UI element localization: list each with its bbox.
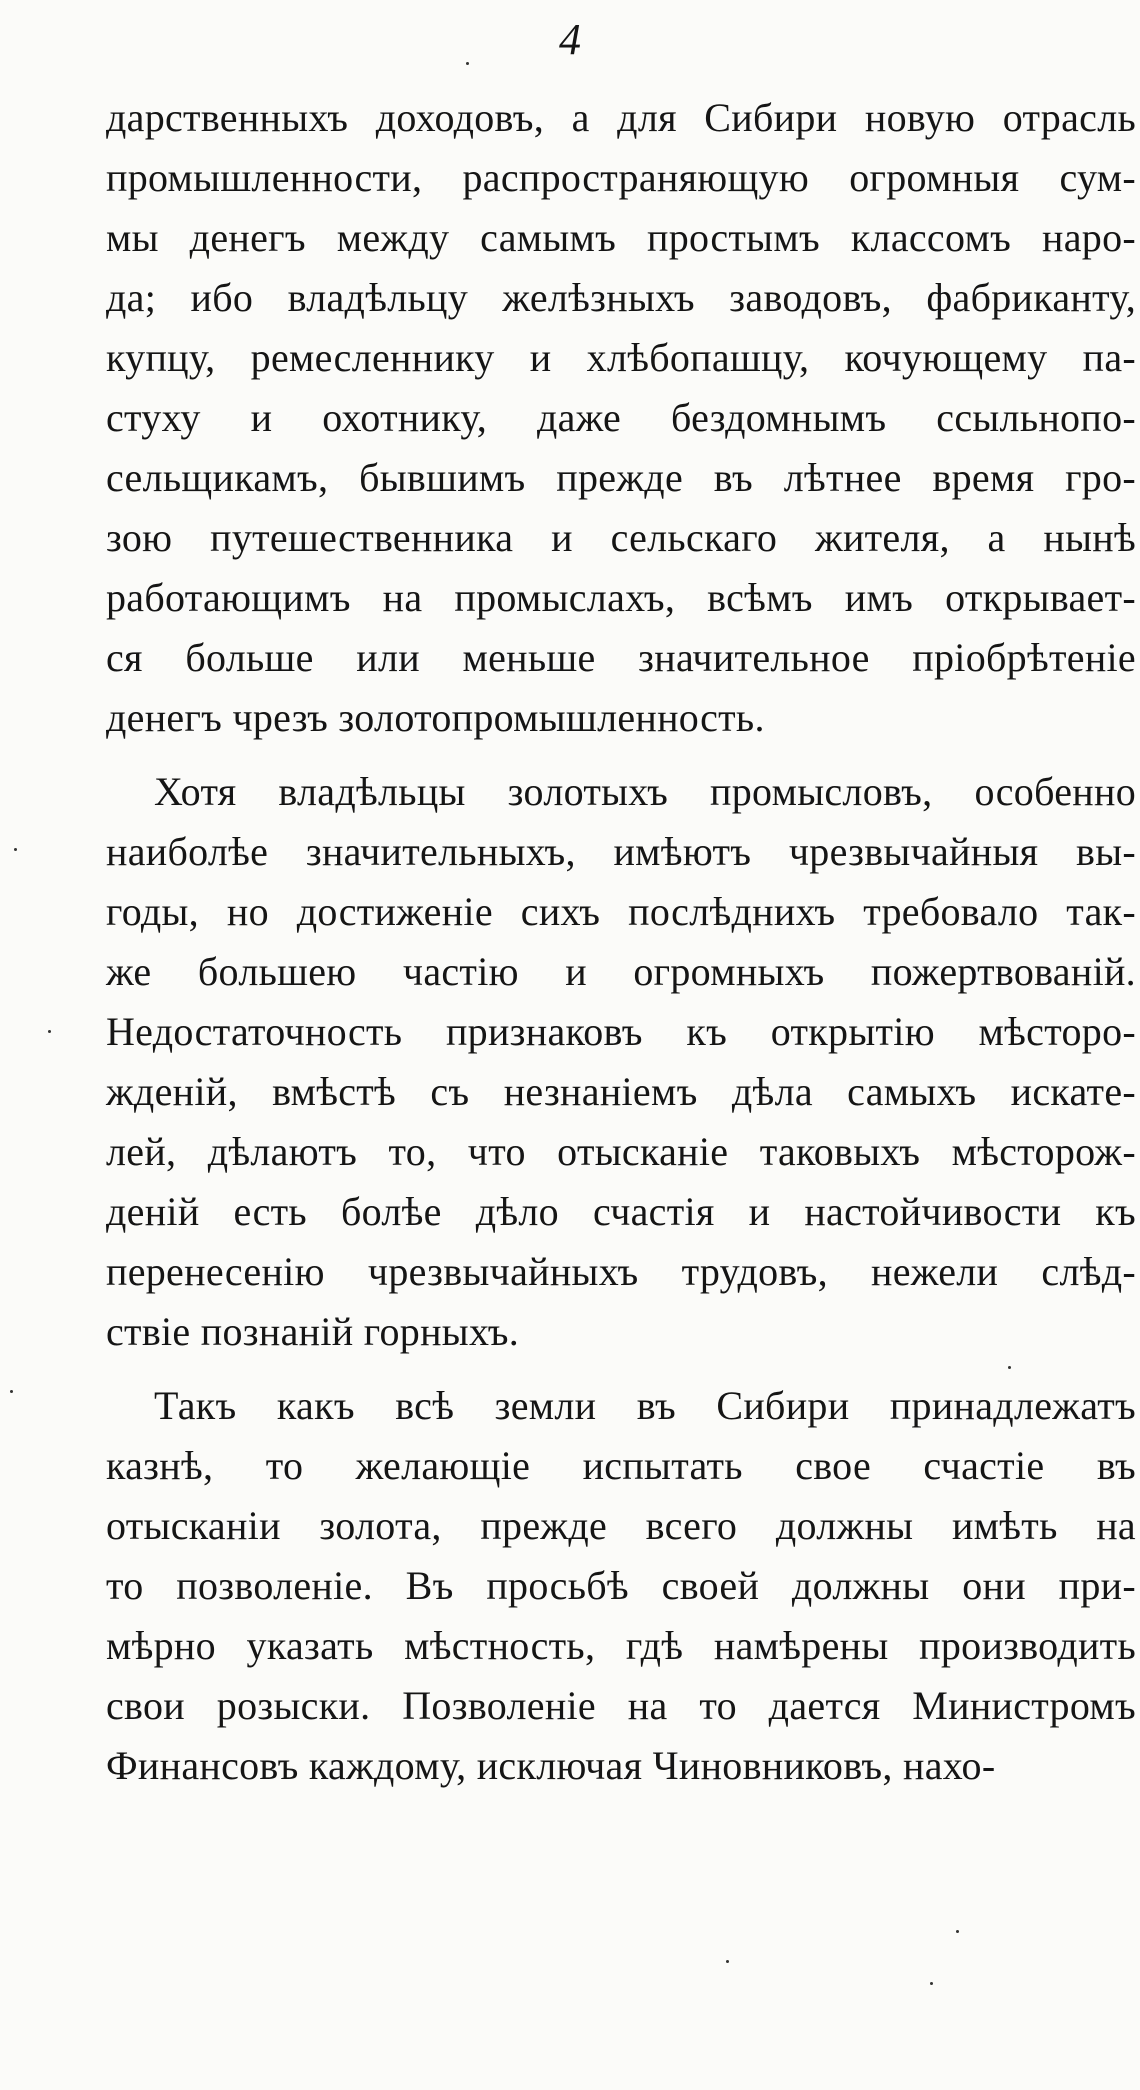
scan-speck [14,848,17,851]
text-line: денегъ чрезъ золотопромышленность. [106,695,765,740]
text-line: годы, но достиженіе сихъ послѣднихъ требовало так- [106,889,1136,934]
text-line: деній есть болѣе дѣло счастія и настойчивости къ [106,1189,1136,1234]
paragraph [106,1376,1136,1796]
text-line: Недостаточность признаковъ къ открытію мѣсторо- [106,1009,1136,1054]
text-line: то позволеніе. Въ просьбѣ своей должны они при- [106,1563,1136,1608]
text-line: же большею частію и огромныхъ пожертвованій. [106,949,1136,994]
text-line: ствіе познаній горныхъ. [106,1309,520,1354]
scan-speck [930,1982,933,1985]
scan-speck [956,1930,959,1933]
text-line: жденій, вмѣстѣ съ незнаніемъ дѣла самыхъ искате- [106,1069,1136,1114]
paragraph [106,762,1136,1362]
scan-speck [466,62,469,65]
paragraph-gap [106,1362,1136,1376]
text-line: сельщикамъ, бывшимъ прежде въ лѣтнее время гро- [106,455,1136,500]
text-line: зою путешественника и сельскаго жителя, а нынѣ [106,515,1136,560]
text-line: мѣрно указать мѣстность, гдѣ намѣрены производить [106,1623,1136,1668]
paragraph-gap [106,748,1136,762]
text-line: Такъ какъ всѣ земли въ Сибири принадлежатъ [154,1383,1136,1428]
text-line: работающимъ на промыслахъ, всѣмъ имъ открывает- [106,575,1136,620]
scan-speck [1008,1366,1011,1369]
text-line: Хотя владѣльцы золотыхъ промысловъ, особенно [154,769,1136,814]
scan-speck [48,1030,51,1033]
text-line: мы денегъ между самымъ простымъ классомъ наро- [106,215,1136,260]
text-line: промышленности, распространяющую огромныя сум- [106,155,1136,200]
scan-speck [726,1960,729,1963]
text-line: да; ибо владѣльцу желѣзныхъ заводовъ, фабриканту, [106,275,1136,320]
scan-speck [10,1390,13,1393]
paragraph [106,88,1136,748]
text-line: лей, дѣлаютъ то, что отысканіе таковыхъ мѣсторож- [106,1129,1136,1174]
text-line: отысканіи золота, прежде всего должны имѣть на [106,1503,1136,1548]
text-line: стуху и охотнику, даже бездомнымъ ссыльнопо- [106,395,1136,440]
text-line: ся больше или меньше значительное пріобрѣтеніе [106,635,1136,680]
text-line: свои розыски. Позволеніе на то дается Министромъ [106,1683,1136,1728]
body-text [106,88,1136,1796]
text-line: казнѣ, то желающіе испытать свое счастіе въ [106,1443,1136,1488]
text-line: купцу, ремесленнику и хлѣбопашцу, кочующему па- [106,335,1136,380]
text-line: дарственныхъ доходовъ, а для Сибири новую отрасль [106,95,1136,140]
page-number: 4 [559,15,581,64]
text-line: наиболѣе значительныхъ, имѣютъ чрезвычайныя вы- [106,829,1136,874]
text-line: Финансовъ каждому, исключая Чиновниковъ, нахо- [106,1743,996,1788]
text-line: перенесенію чрезвычайныхъ трудовъ, нежели слѣд- [106,1249,1136,1294]
